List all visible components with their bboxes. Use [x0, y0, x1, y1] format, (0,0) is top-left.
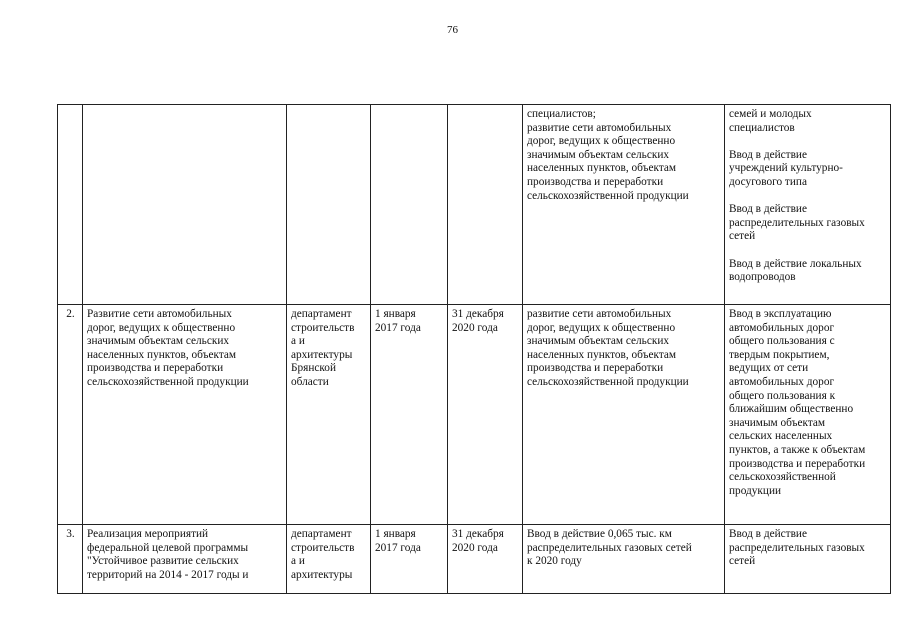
- cell-text-line: сельскохозяйственной продукции: [527, 189, 689, 202]
- cell-text-line: Ввод в эксплуатацию: [729, 308, 832, 320]
- cell-text-line: значимым объектам сельских: [87, 335, 230, 348]
- cell-col6: [725, 305, 891, 525]
- cell-text-line: 2017 года: [375, 321, 421, 334]
- cell-text-line: производства и переработки: [527, 175, 664, 188]
- cell-text-line: учреждений культурно-: [729, 162, 843, 175]
- cell-text-line: дорог, ведущих к общественно: [527, 135, 676, 148]
- cell-text-line: распределительных газовых: [729, 541, 865, 554]
- cell-text-line: строительств: [291, 541, 355, 554]
- cell-col4: [448, 525, 523, 594]
- cell-text-line: а и: [291, 335, 305, 348]
- cell-text-line: производства и переработки: [87, 362, 224, 375]
- cell-col5: [523, 105, 725, 305]
- cell-text-line: дорог, ведущих к общественно: [527, 321, 676, 334]
- table-row: [58, 105, 891, 305]
- cell-text-line: Ввод в действие: [729, 528, 807, 540]
- cell-text-line: досугового типа: [729, 175, 807, 188]
- cell-col4: [448, 305, 523, 525]
- cell-text-line: Ввод в действие: [729, 148, 807, 161]
- cell-text-line: значимым объектам сельских: [527, 335, 670, 348]
- cell-text-line: производства и переработки: [527, 362, 664, 375]
- page-number: 76: [447, 24, 458, 36]
- paragraph-gap: [729, 135, 887, 149]
- cell-col3: [371, 305, 448, 525]
- cell-text-line: 2020 года: [452, 321, 498, 334]
- cell-col1: [83, 105, 287, 305]
- cell-text-line: сельских населенных: [729, 430, 833, 443]
- cell-col2: [287, 525, 371, 594]
- cell-text-line: департамент: [291, 528, 352, 540]
- cell-text-line: Ввод в действие локальных: [729, 257, 862, 270]
- cell-col3: [371, 525, 448, 594]
- cell-text-line: специалистов;: [527, 108, 596, 120]
- row-number-cell: [58, 105, 83, 305]
- cell-text-line: строительств: [291, 321, 355, 334]
- cell-col4: [448, 105, 523, 305]
- cell-text-line: 1 января: [375, 308, 416, 320]
- program-table: [57, 104, 891, 594]
- cell-text-line: развитие сети автомобильных: [527, 308, 672, 320]
- cell-text-line: сельскохозяйственной продукции: [87, 375, 249, 388]
- cell-text-line: Ввод в действие 0,065 тыс. км: [527, 528, 672, 540]
- cell-text-line: специалистов: [729, 121, 795, 134]
- cell-text-line: архитектуры: [291, 348, 353, 361]
- cell-text-line: водопроводов: [729, 271, 796, 284]
- cell-text-line: автомобильных дорог: [729, 321, 835, 334]
- cell-text-line: 2020 года: [452, 541, 498, 554]
- cell-text-line: развитие сети автомобильных: [527, 121, 672, 134]
- cell-col2: [287, 105, 371, 305]
- cell-col6: [725, 525, 891, 594]
- cell-text-line: населенных пунктов, объектам: [527, 348, 677, 361]
- row-number-cell: 3.: [58, 525, 83, 594]
- cell-text-line: распределительных газовых: [729, 216, 865, 229]
- row-number-cell: 2.: [58, 305, 83, 525]
- cell-text-line: "Устойчивое развитие сельских: [87, 555, 239, 568]
- cell-text-line: архитектуры: [291, 568, 353, 581]
- cell-text-line: 31 декабря: [452, 528, 504, 540]
- cell-text-line: Развитие сети автомобильных: [87, 308, 232, 320]
- cell-text-line: населенных пунктов, объектам: [527, 162, 677, 175]
- cell-text-line: продукции: [729, 484, 782, 497]
- cell-text-line: твердым покрытием,: [729, 348, 830, 361]
- cell-text-line: сетей: [729, 555, 756, 568]
- cell-text-line: 1 января: [375, 528, 416, 540]
- cell-text-line: 31 декабря: [452, 308, 504, 320]
- paragraph-gap: [729, 190, 887, 204]
- cell-col3: [371, 105, 448, 305]
- cell-text-line: области: [291, 375, 329, 388]
- cell-text-line: Реализация мероприятий: [87, 528, 209, 540]
- cell-text-line: общего пользования с: [729, 335, 835, 348]
- cell-text-line: общего пользования к: [729, 389, 836, 402]
- cell-col1: [83, 305, 287, 525]
- cell-text-line: производства и переработки: [729, 457, 866, 470]
- table-row: [58, 525, 891, 594]
- cell-text-line: департамент: [291, 308, 352, 320]
- cell-col5: [523, 305, 725, 525]
- table-row: [58, 305, 891, 525]
- cell-col5: [523, 525, 725, 594]
- cell-text-line: ведущих от сети: [729, 362, 809, 375]
- cell-text-line: населенных пунктов, объектам: [87, 348, 237, 361]
- cell-text-line: сельскохозяйственной продукции: [527, 375, 689, 388]
- cell-text-line: 2017 года: [375, 541, 421, 554]
- cell-text-line: сельскохозяйственной: [729, 471, 836, 484]
- cell-text-line: значимым объектам сельских: [527, 148, 670, 161]
- cell-text-line: федеральной целевой программы: [87, 541, 249, 554]
- cell-text-line: а и: [291, 555, 305, 568]
- cell-text-line: автомобильных дорог: [729, 375, 835, 388]
- cell-col6: [725, 105, 891, 305]
- cell-text-line: Брянской: [291, 362, 336, 375]
- cell-col2: [287, 305, 371, 525]
- cell-col1: [83, 525, 287, 594]
- cell-text-line: Ввод в действие: [729, 203, 807, 216]
- cell-text-line: пунктов, а также к объектам: [729, 443, 866, 456]
- cell-text-line: значимым объектам: [729, 416, 826, 429]
- cell-text-line: ближайшим общественно: [729, 403, 854, 416]
- cell-text-line: к 2020 году: [527, 555, 582, 568]
- paragraph-gap: [729, 244, 887, 258]
- cell-text-line: территорий на 2014 - 2017 годы и: [87, 568, 249, 581]
- cell-text-line: семей и молодых: [729, 108, 812, 120]
- cell-text-line: дорог, ведущих к общественно: [87, 321, 236, 334]
- cell-text-line: распределительных газовых сетей: [527, 541, 692, 554]
- cell-text-line: сетей: [729, 230, 756, 243]
